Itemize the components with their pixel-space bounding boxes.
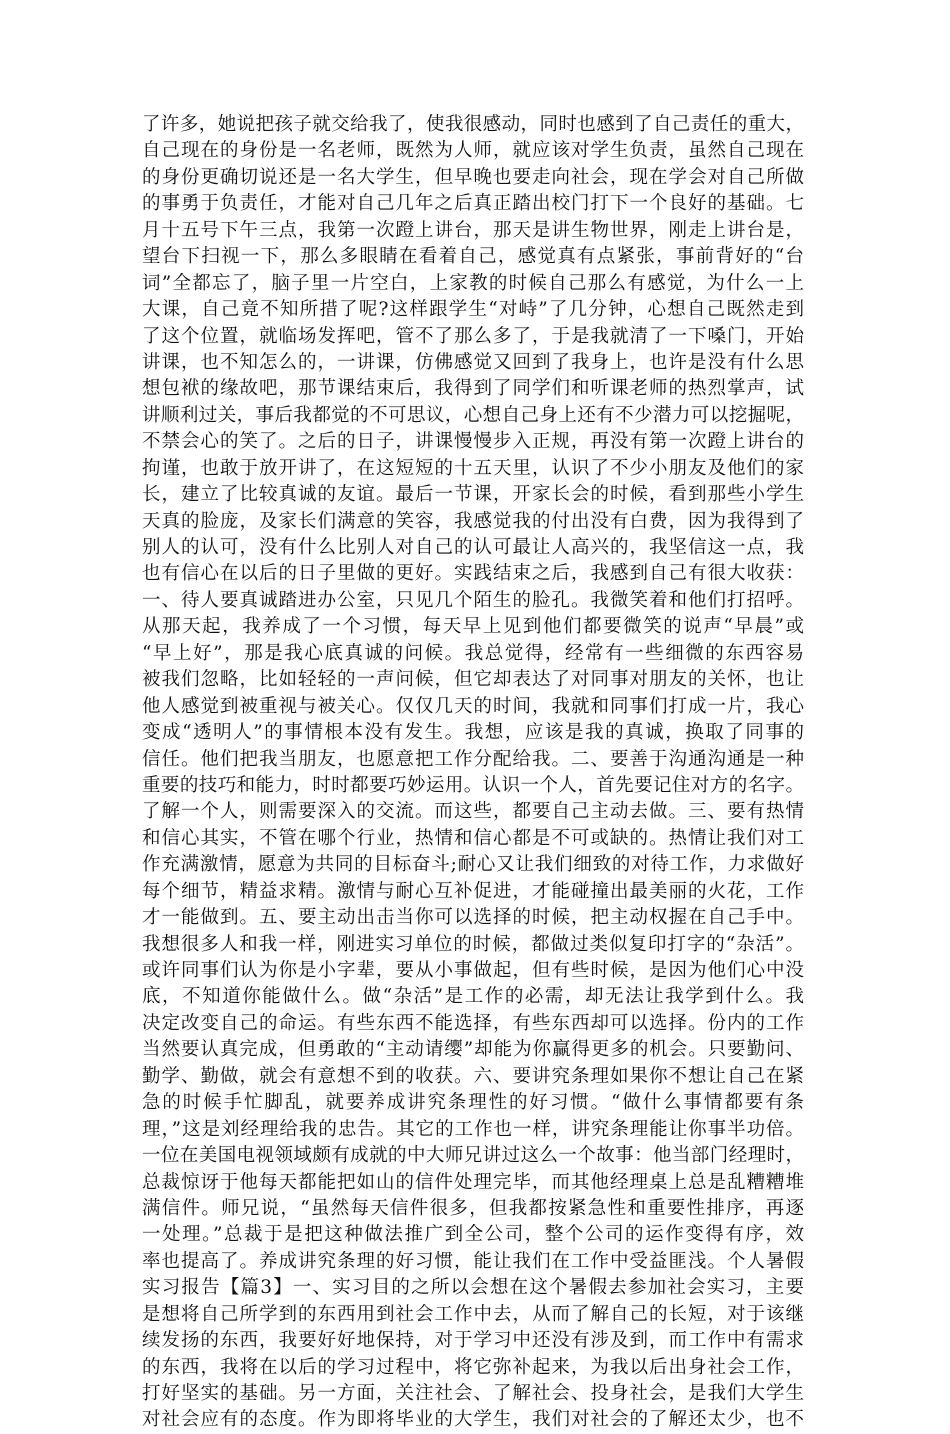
- text-line: 拘谨，也敢于放开讲了，在这短短的十五天里，认识了不少小朋友及他们的家: [142, 457, 804, 479]
- text-line: 月十五号下午三点，我第一次蹬上讲台，那天是讲生物世界，刚走上讲台是，: [142, 219, 804, 241]
- text-line: 长，建立了比较真诚的友谊。最后一节课，开家长会的时候，看到那些小学生: [142, 484, 804, 506]
- text-line: 才一能做到。五、要主动出击当你可以选择的时候，把主动权握在自己手中。: [142, 907, 804, 929]
- text-line: 率也提高了。养成讲究条理的好习惯，能让我们在工作中受益匪浅。个人暑假: [142, 1250, 804, 1272]
- text-line: 被我们忽略，比如轻轻的一声问候，但它却表达了对同事对朋友的关怀，也让: [142, 669, 804, 691]
- text-line: 续发扬的东西，我要好好地保持，对于学习中还没有涉及到，而工作中有需求: [142, 1330, 804, 1352]
- text-line: 词”全都忘了，脑子里一片空白，上家教的时候自己那么有感觉，为什么一上: [142, 272, 804, 294]
- text-line: 满信件。师兄说，“虽然每天信件很多，但我都按紧急性和重要性排序，再逐: [142, 1197, 804, 1219]
- text-line: 信任。他们把我当朋友，也愿意把工作分配给我。二、要善于沟通沟通是一种: [142, 748, 804, 770]
- text-line: 我想很多人和我一样，刚进实习单位的时候，都做过类似复印打字的“杂活”。: [142, 933, 804, 955]
- text-line: 对社会应有的态度。作为即将毕业的大学生，我们对社会的了解还太少，也不: [142, 1409, 804, 1431]
- text-line: 天真的脸庞，及家长们满意的笑容，我感觉我的付出没有白费，因为我得到了: [142, 510, 804, 532]
- text-line: 一、待人要真诚踏进办公室，只见几个陌生的脸孔。我微笑着和他们打招呼。: [142, 589, 804, 611]
- text-line: 每个细节，精益求精。激情与耐心互补促进，才能碰撞出最美丽的火花，工作: [142, 880, 804, 902]
- text-line: 他人感觉到被重视与被关心。仅仅几天的时间，我就和同事们打成一片，我心: [142, 695, 804, 717]
- text-line: 想包袱的缘故吧，那节课结束后，我得到了同学们和听课老师的热烈掌声，试: [142, 378, 804, 400]
- text-line: 理，”这是刘经理给我的忠告。其它的工作也一样，讲究条理能让你事半功倍。: [142, 1118, 804, 1140]
- text-line: 从那天起，我养成了一个习惯，每天早上见到他们都要微笑的说声“早晨”或: [142, 616, 804, 638]
- text-line: 别人的认可，没有什么比别人对自己的认可最让人高兴的，我坚信这一点，我: [142, 537, 804, 558]
- text-line: 底，不知道你能做什么。做“杂活”是工作的必需，却无法让我学到什么。我: [142, 986, 804, 1008]
- text-line: 了这个位置，就临场发挥吧，管不了那么多了，于是我就清了一下嗓门，开始: [142, 325, 804, 347]
- text-line: 急的时候手忙脚乱，就要养成讲究条理性的好习惯。“做什么事情都要有条: [142, 1092, 804, 1114]
- text-line: 勤学、勤做，就会有意想不到的收获。六、要讲究条理如果你不想让自己在紧: [142, 1065, 804, 1087]
- text-line: 或许同事们认为你是小字辈，要从小事做起，但有些时候，是因为他们心中没: [142, 960, 804, 981]
- text-line: 了解一个人，则需要深入的交流。而这些，都要自己主动去做。三、要有热情: [142, 801, 804, 823]
- text-line: 了许多，她说把孩子就交给我了，使我很感动，同时也感到了自己责任的重大，: [142, 114, 804, 135]
- text-line: 作充满激情，愿意为共同的目标奋斗;耐心又让我们细致的对待工作，力求做好: [142, 854, 804, 876]
- text-line: 当然要认真完成，但勇敢的“主动请缨”却能为你赢得更多的机会。只要勤问、: [142, 1039, 804, 1061]
- text-line: 也有信心在以后的日子里做的更好。实践结束之后，我感到自己有很大收获：: [142, 563, 804, 585]
- text-line: 一处理。”总裁于是把这种做法推广到全公司，整个公司的运作变得有序，效: [142, 1224, 804, 1246]
- text-line: “早上好”，那是我心底真诚的问候。我总觉得，经常有一些细微的东西容易: [142, 642, 804, 664]
- text-line: 的事勇于负责任，才能对自己几年之后真正踏出校门打下一个良好的基础。七: [142, 193, 804, 215]
- text-line: 的东西，我将在以后的学习过程中，将它弥补起来，为我以后出身社会工作，: [142, 1356, 804, 1378]
- text-line: 自己现在的身份是一名老师，既然为人师，就应该对学生负责，虽然自己现在: [142, 140, 804, 162]
- text-line: 打好坚实的基础。另一方面，关注社会、了解社会、投身社会，是我们大学生: [142, 1383, 804, 1404]
- text-line: 讲顺利过关，事后我都觉的不可思议，心想自己身上还有不少潜力可以挖掘呢，: [142, 404, 804, 426]
- text-line: 讲课，也不知怎么的，一讲课，仿佛感觉又回到了我身上，也许是没有什么思: [142, 351, 804, 373]
- text-line: 变成“透明人”的事情根本没有发生。我想，应该是我的真诚，换取了同事的: [142, 722, 804, 744]
- text-line: 重要的技巧和能力，时时都要巧妙运用。认识一个人，首先要记住对方的名字。: [142, 774, 804, 796]
- text-line: 和信心其实，不管在哪个行业，热情和信心都是不可或缺的。热情让我们对工: [142, 827, 804, 849]
- text-line: 实习报告【篇3】一、实习目的之所以会想在这个暑假去参加社会实习，主要: [142, 1277, 804, 1299]
- body-text: [142, 112, 804, 1434]
- text-line: 的身份更确切说还是一名大学生，但早晚也要走向社会，现在学会对自己所做: [142, 166, 804, 188]
- text-line: 总裁惊讶于他每天都能把如山的信件处理完毕，而其他经理桌上总是乱糟糟堆: [142, 1171, 804, 1193]
- text-line: 决定改变自己的命运。有些东西不能选择，有些东西却可以选择。份内的工作: [142, 1012, 804, 1034]
- text-line: 是想将自己所学到的东西用到社会工作中去，从而了解自己的长短，对于该继: [142, 1303, 804, 1325]
- text-line: 望台下扫视一下，那么多眼睛在看着自己，感觉真有点紧张，事前背好的“台: [142, 246, 804, 268]
- text-line: 不禁会心的笑了。之后的日子，讲课慢慢步入正规，再没有第一次蹬上讲台的: [142, 431, 804, 453]
- text-line: 一位在美国电视领域颇有成就的中大师兄讲过这么一个故事：他当部门经理时，: [142, 1145, 804, 1167]
- text-line: 大课，自己竟不知所措了呢?这样跟学生“对峙”了几分钟，心想自己既然走到: [142, 299, 804, 321]
